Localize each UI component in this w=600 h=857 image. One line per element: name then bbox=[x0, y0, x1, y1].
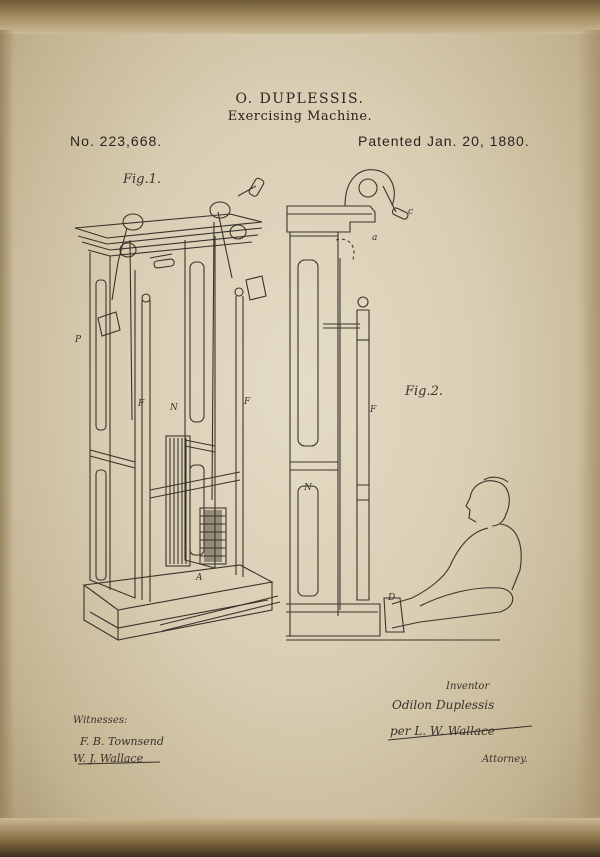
fig2-label: Fig.2. bbox=[405, 384, 444, 399]
inventor-signature: Odilon Duplessis bbox=[392, 698, 495, 712]
witness-signature-2: W. J. Wallace bbox=[73, 752, 144, 765]
attorney-signature: per L. W. Wallace bbox=[390, 724, 495, 738]
svg-text:D: D bbox=[388, 593, 396, 603]
svg-text:P: P bbox=[75, 335, 82, 345]
torn-bottom-edge bbox=[0, 818, 600, 857]
svg-text:N: N bbox=[304, 483, 312, 493]
svg-text:A: A bbox=[196, 573, 203, 583]
svg-text:F: F bbox=[138, 399, 145, 409]
patent-number: No. 223,668. bbox=[70, 133, 163, 149]
svg-text:a: a bbox=[372, 233, 378, 243]
svg-text:c: c bbox=[408, 207, 414, 217]
svg-text:N: N bbox=[170, 403, 178, 413]
inventor-name-heading: O. DUPLESSIS. bbox=[235, 91, 365, 107]
attorney-label: Attorney. bbox=[482, 754, 528, 765]
inventor-label: Inventor bbox=[446, 681, 490, 692]
svg-text:F: F bbox=[244, 397, 251, 407]
witness-signature-1: F. B. Townsend bbox=[80, 735, 164, 748]
svg-text:F: F bbox=[370, 405, 377, 415]
witnesses-label: Witnesses: bbox=[73, 715, 128, 726]
fig1-machine bbox=[74, 177, 280, 640]
fig1-label: Fig.1. bbox=[123, 172, 162, 187]
fig2-side-view bbox=[286, 170, 521, 640]
patent-date: Patented Jan. 20, 1880. bbox=[358, 133, 530, 149]
invention-title: Exercising Machine. bbox=[227, 109, 373, 124]
